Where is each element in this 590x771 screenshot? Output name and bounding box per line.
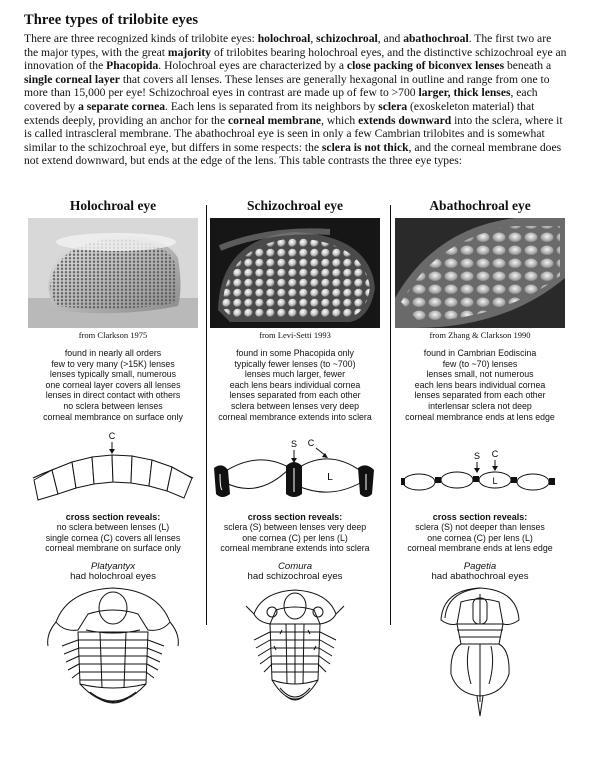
photo-credit: from Clarkson 1975 bbox=[78, 330, 148, 340]
cross-section-list bbox=[28, 522, 198, 554]
intro-text: . Each lens is separated from its neighbors by bbox=[165, 99, 379, 113]
intro-text: , and the corneal membrane does not extend downward, but ends at the edge of the lens. This table contrasts the three eye types: bbox=[24, 140, 562, 168]
facts-list bbox=[210, 348, 380, 422]
fact-item: found in some Phacopida only bbox=[236, 348, 354, 358]
genus-caption: had holochroal eyes bbox=[70, 570, 156, 582]
abathochroal-cross-section-diagram bbox=[395, 428, 565, 506]
intro-text: of trilobites bearing holochroal eyes, and the distinctive schizochroal eye an innovation of the bbox=[24, 45, 567, 73]
page-title: Three types of trilobite eyes bbox=[24, 12, 199, 28]
cross-section-item: one cornea (C) per lens (L) bbox=[427, 532, 533, 543]
intro-emphasis: corneal membrane bbox=[228, 113, 322, 127]
abathochroal-eye-photo bbox=[395, 218, 565, 328]
fact-item: sclera between lenses very deep bbox=[230, 400, 360, 411]
intro-text: , bbox=[310, 32, 317, 45]
intro-emphasis: single corneal layer bbox=[24, 72, 120, 86]
cornea-label: C bbox=[307, 438, 315, 449]
cross-section-list bbox=[210, 522, 380, 554]
column-divider bbox=[206, 205, 207, 625]
genus-name: Comura bbox=[277, 560, 313, 572]
holochroal-eye-photo bbox=[28, 218, 198, 328]
intro-emphasis: schizochroal bbox=[316, 32, 378, 45]
cross-section-list bbox=[395, 522, 565, 554]
cross-section-item: corneal membrane extends into sclera bbox=[220, 543, 370, 554]
cross-section-item: no sclera between lenses (L) bbox=[56, 522, 170, 533]
column-title: Holochroal eye bbox=[69, 198, 157, 213]
intro-emphasis: Phacopida bbox=[106, 59, 159, 73]
genus-name: Pagetia bbox=[463, 560, 497, 572]
fact-item: typically fewer lenses (to ~700) bbox=[234, 358, 356, 369]
fact-item: interlensar sclera not deep bbox=[428, 400, 532, 411]
cornea-label: C bbox=[491, 449, 499, 460]
photo-credit: from Levi-Setti 1993 bbox=[259, 330, 331, 340]
fact-item: lenses small, not numerous bbox=[426, 369, 534, 380]
platyantyx-trilobite-illustration bbox=[28, 584, 198, 724]
cross-section-heading: cross section reveals: bbox=[432, 512, 528, 523]
pagetia-trilobite-illustration bbox=[395, 584, 565, 724]
fact-item: lenses typically small, numerous bbox=[49, 369, 177, 380]
fact-item: lenses separated from each other bbox=[414, 390, 546, 401]
column-title: Abathochroal eye bbox=[429, 198, 531, 213]
photo-credit: from Zhang & Clarkson 1990 bbox=[429, 330, 531, 340]
abathochroal-column bbox=[395, 198, 565, 729]
intro-text: into the sclera, where it is called intrascleral membrane. The abathochroal eye is seen in only a few Cambrian trilobites and is somewhat similar to the schizochroal eye, but differs in some respects: the bbox=[24, 113, 563, 154]
intro-text: , each covered by bbox=[24, 86, 538, 113]
holochroal-column bbox=[28, 198, 198, 729]
cross-section-heading: cross section reveals: bbox=[247, 512, 343, 523]
fact-item: lenses in direct contact with others bbox=[45, 390, 181, 401]
schizochroal-column bbox=[210, 198, 380, 729]
intro-text: (exoskeleton material) that extends deeply, providing an anchor for the bbox=[24, 99, 535, 127]
lens-label: L bbox=[492, 476, 498, 487]
sclera-label: S bbox=[473, 451, 481, 462]
fact-item: each lens bears individual cornea bbox=[229, 379, 361, 390]
intro-emphasis: abathochroal bbox=[403, 32, 469, 45]
comura-trilobite-illustration bbox=[210, 584, 380, 724]
cornea-label: C bbox=[108, 431, 116, 442]
intro-emphasis: extends downward bbox=[358, 113, 452, 127]
fact-item: no sclera between lenses bbox=[63, 400, 163, 411]
cross-section-item: corneal membrane ends at lens edge bbox=[407, 543, 553, 554]
genus-name: Platyantyx bbox=[90, 560, 136, 572]
lens-label: L bbox=[327, 472, 333, 484]
schizochroal-cross-section-diagram bbox=[210, 428, 380, 506]
fact-item: found in Cambrian Eodiscina bbox=[423, 348, 537, 358]
fact-item: found in nearly all orders bbox=[64, 348, 162, 358]
cross-section-item: single cornea (C) covers all lenses bbox=[45, 532, 181, 543]
cross-section-item: corneal membrane on surface only bbox=[45, 543, 181, 554]
intro-text: There are three recognized kinds of trilobite eyes: bbox=[24, 32, 258, 45]
intro-emphasis: a separate cornea bbox=[78, 99, 166, 113]
fact-item: few (to ~70) lenses bbox=[442, 358, 518, 369]
intro-emphasis: holochroal bbox=[257, 32, 311, 45]
intro-emphasis: majority bbox=[167, 45, 212, 59]
fact-item: lenses much larger, fewer bbox=[244, 369, 346, 380]
sclera-label: S bbox=[290, 439, 298, 450]
intro-paragraph bbox=[24, 32, 568, 168]
fact-item: one corneal layer covers all lenses bbox=[45, 379, 181, 390]
fact-item: corneal membrance on surface only bbox=[43, 411, 183, 422]
intro-text: that covers all lenses. These lenses are generally hexagonal in outline and range from one to more than 15,000 per eye! Schizochroal eyes in contrast are made up of few to >700 bbox=[24, 72, 550, 100]
cross-section-item: sclera (S) not deeper than lenses bbox=[415, 522, 545, 533]
cross-section-item: sclera (S) between lenses very deep bbox=[223, 522, 367, 533]
column-title: Schizochroal eye bbox=[246, 198, 344, 213]
fact-item: lenses separated from each other bbox=[229, 390, 361, 401]
genus-caption: had schizochroal eyes bbox=[247, 570, 343, 582]
column-divider bbox=[390, 205, 391, 625]
fact-item: corneal membrance extends into sclera bbox=[218, 411, 372, 422]
intro-text: . Holochroal eyes are characterized by a bbox=[158, 59, 347, 73]
intro-emphasis: sclera bbox=[378, 99, 408, 113]
intro-text: , which bbox=[321, 113, 359, 127]
intro-text: beneath a bbox=[504, 59, 552, 73]
genus-caption: had abathochroal eyes bbox=[431, 570, 529, 582]
facts-list bbox=[28, 348, 198, 422]
intro-text: , and bbox=[377, 32, 404, 45]
fact-item: each lens bears individual cornea bbox=[414, 379, 546, 390]
intro-emphasis: sclera is not thick bbox=[321, 140, 409, 154]
intro-emphasis: larger, thick lenses bbox=[418, 86, 511, 100]
fact-item: corneal membrance ends at lens edge bbox=[405, 411, 555, 422]
schizochroal-eye-photo bbox=[210, 218, 380, 328]
facts-list bbox=[395, 348, 565, 422]
cross-section-item: one cornea (C) per lens (L) bbox=[242, 532, 348, 543]
fact-item: few to very many (>15K) lenses bbox=[51, 358, 175, 369]
intro-emphasis: close packing of biconvex lenses bbox=[346, 59, 505, 73]
cross-section-heading: cross section reveals: bbox=[65, 512, 161, 523]
intro-text: . The first two are the major types, with the great bbox=[24, 32, 552, 59]
holochroal-cross-section-diagram bbox=[28, 428, 198, 506]
